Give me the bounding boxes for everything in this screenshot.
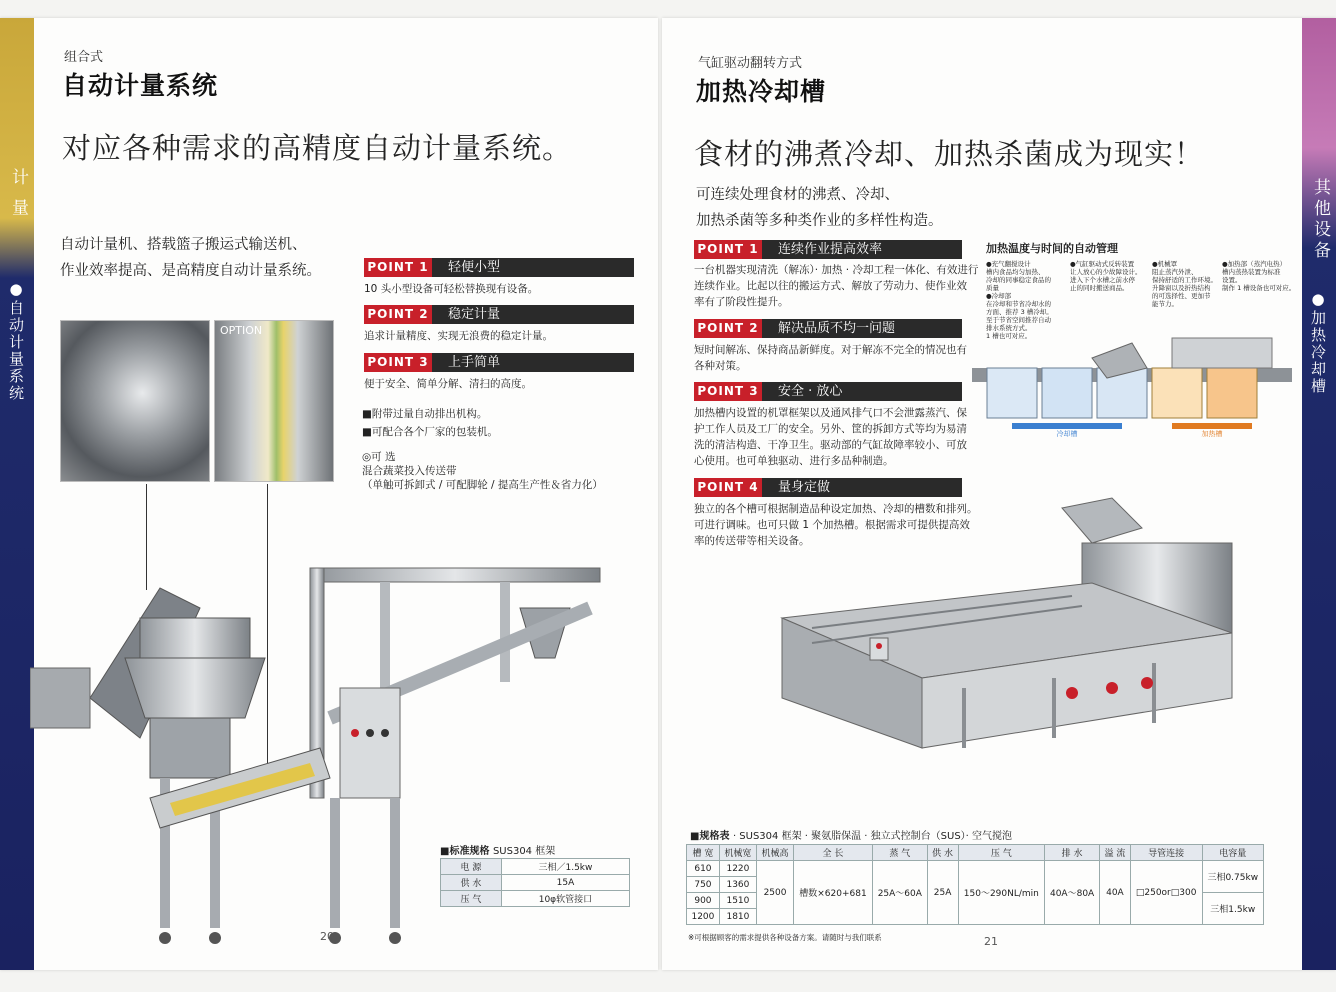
desc-line: 心使用。也可单独驱动、进行多品种制造。 <box>694 455 894 467</box>
point-1-desc <box>694 262 978 310</box>
column-header: 机械高 <box>756 845 793 861</box>
spec-value: 15A <box>501 875 629 891</box>
table-cell: 150〜290NL/min <box>958 861 1045 925</box>
diagram-title: 加热温度与时间的自动管理 <box>986 242 1118 255</box>
feature-list <box>362 406 498 440</box>
table-cell: 1510 <box>719 893 756 909</box>
column-header: 供 水 <box>927 845 958 861</box>
cool-label: 冷却槽 <box>1056 430 1078 438</box>
lead-line: 可连续处理食材的沸煮、冷却、 <box>696 187 899 203</box>
point-badge: POINT 1 <box>694 240 762 259</box>
point-2-header <box>694 319 962 338</box>
table-cell: 三相1.5kw <box>1202 893 1264 925</box>
left-page <box>0 18 658 970</box>
table-header-row <box>687 845 1264 861</box>
point-badge: POINT 4 <box>694 478 762 497</box>
spec-heading <box>440 842 555 857</box>
spec-title: ■规格表 <box>690 831 730 842</box>
point-2-header <box>364 305 634 324</box>
desc-line: 连续作业。比起以往的搬运方式、解放了劳动力、使作业效 <box>694 280 967 292</box>
point-3-header <box>364 353 634 372</box>
spec-footnote: ※可根据顾客的需求提供各种设备方案。请随时与我们联系 <box>688 933 882 942</box>
page-subtitle: 气缸驱动翻转方式 <box>698 56 803 71</box>
page-title: 加热冷却槽 <box>696 77 827 106</box>
tab-category: 其他设备 <box>1310 178 1330 262</box>
point-title: 上手简单 <box>448 355 501 370</box>
section-tab-right <box>1302 18 1336 970</box>
spec-value: 三相／1.5kw <box>501 859 629 875</box>
diagram-note-hood: ●机械罩 阻止蒸汽外泄、 保持舒适的工作环境。 升降窗以及折热结构 的可选择性、更加节 能节力。 <box>1152 260 1217 308</box>
spec-title: ■标准规格 <box>440 846 490 857</box>
point-title: 稳定计量 <box>448 307 501 322</box>
desc-line: 可进行调味。也可只做 1 个加热槽。根据需求可提供提高效 <box>694 519 970 531</box>
optional-item: 混合蔬菜投入传送带 <box>362 465 457 477</box>
point-2-desc <box>694 342 967 374</box>
page-subtitle: 组合式 <box>64 50 104 65</box>
diagram-note-heating: ●加热部（蒸汽电热） 槽内蒸热装置为标准 设置。 制作 1 槽设备也可对应。 <box>1222 260 1296 292</box>
point-title: 量身定做 <box>778 480 831 495</box>
diagram-note-aeration: ●充气翻搅设计 槽内食品均匀加热、 冷却的同事稳定食品的 质量 ●冷却部 在冷却和节省冷却水的 方面、推荐 3 槽冷却。 至于节省空间推荐自动 排水系统方式。 1 槽也可对应。 <box>986 260 1053 340</box>
point-1-desc: 10 头小型设备可轻松替换现有设备。 <box>364 283 539 295</box>
table-cell: 900 <box>687 893 720 909</box>
spec-key: 电 源 <box>441 859 502 875</box>
table-cell: 1220 <box>719 861 756 877</box>
table-cell: 槽数×620+681 <box>794 861 873 925</box>
optional-detail: （单触可拆卸式 / 可配脚轮 / 提高生产性＆省力化） <box>362 479 603 491</box>
page-number: 21 <box>984 935 998 948</box>
page-number: 20 <box>320 930 334 943</box>
point-badge: POINT 3 <box>364 353 432 372</box>
column-header: 导管连接 <box>1130 845 1202 861</box>
feature-item: ■可配合各个厂家的包装机。 <box>362 426 498 438</box>
table-cell: 2500 <box>756 861 793 925</box>
diagram-note-cylinder: ●气缸驱动式反转装置 让人放心的少故障设计。 进入下个水槽之前水停 止的同时搬送商品。 <box>1070 260 1142 292</box>
point-badge: POINT 3 <box>694 382 762 401</box>
spec-subtitle: SUS304 框架 <box>492 846 556 857</box>
feature-item: ■附带过量自动排出机构。 <box>362 408 488 420</box>
table-row <box>441 875 630 891</box>
tank-diagram <box>972 308 1302 448</box>
weigher-closeup-photo <box>60 320 210 482</box>
optional-block <box>362 450 603 492</box>
table-cell: 25A〜60A <box>872 861 927 925</box>
option-label: OPTION <box>220 324 263 337</box>
point-badge: POINT 2 <box>364 305 432 324</box>
spec-key: 压 气 <box>441 891 502 907</box>
desc-line: 率的传送带等相关设备。 <box>694 535 810 547</box>
point-1-header <box>694 240 962 259</box>
point-badge: POINT 2 <box>694 319 762 338</box>
heat-label: 加热槽 <box>1201 430 1223 438</box>
spec-heading <box>690 827 1012 842</box>
table-cell: 40A〜80A <box>1045 861 1100 925</box>
desc-line: 短时间解冻、保持商品新鲜度。对于解冻不完全的情况也有 <box>694 344 967 356</box>
desc-line: 加热槽内设置的机罩框架以及通风排气口不会泄露蒸汽、保 <box>694 407 967 419</box>
column-header: 蒸 气 <box>872 845 927 861</box>
spec-key: 供 水 <box>441 875 502 891</box>
column-header: 排 水 <box>1045 845 1100 861</box>
section-tab-left <box>0 18 34 970</box>
desc-line: 率有了阶段性提升。 <box>694 296 789 308</box>
heating-cooling-tank-illustration <box>752 488 1302 788</box>
table-cell: 610 <box>687 861 720 877</box>
point-badge: POINT 1 <box>364 258 432 277</box>
point-2-desc: 追求计量精度、实现无浪费的稳定计量。 <box>364 330 553 342</box>
conveyor-option-photo <box>214 320 334 482</box>
point-title: 连续作业提高效率 <box>778 242 883 257</box>
headline: 对应各种需求的高精度自动计量系统。 <box>62 131 573 165</box>
column-header: 压 气 <box>958 845 1045 861</box>
table-cell: 三相0.75kw <box>1202 861 1264 893</box>
tab-section: ●自动计量系统 <box>7 280 25 402</box>
page-title: 自动计量系统 <box>62 71 219 100</box>
heat-bar <box>1172 423 1252 429</box>
lead-text <box>60 232 321 284</box>
cool-bar <box>1012 423 1122 429</box>
table-cell: 1360 <box>719 877 756 893</box>
right-spec-table <box>686 844 1264 925</box>
left-spec-table <box>440 858 630 907</box>
table-cell: 25A <box>927 861 958 925</box>
optional-label: ◎可 选 <box>362 451 396 463</box>
lead-line: 作业效率提高、是高精度自动计量系统。 <box>60 263 321 279</box>
spec-subtitle: · SUS304 框架 · 聚氨脂保温 · 独立式控制台（SUS）· 空气搅泡 <box>732 831 1013 842</box>
table-row <box>441 891 630 907</box>
point-title: 安全 · 放心 <box>778 384 843 399</box>
column-header: 电容量 <box>1202 845 1264 861</box>
point-3-header <box>694 382 962 401</box>
tab-section: ●加热冷却槽 <box>1309 290 1327 395</box>
lead-line: 加热杀菌等多种类作业的多样性构造。 <box>696 213 943 229</box>
table-cell: 750 <box>687 877 720 893</box>
point-3-desc: 便于安全、简单分解、清扫的高度。 <box>364 378 532 390</box>
desc-line: 独立的各个槽可根据制造品种设定加热、冷却的槽数和排列。 <box>694 503 978 515</box>
column-header: 溢 流 <box>1100 845 1131 861</box>
point-1-header <box>364 258 634 277</box>
lead-line: 自动计量机、搭载篮子搬运式输送机、 <box>60 237 307 253</box>
tab-category: 计 量 <box>8 168 28 220</box>
table-row <box>687 861 1264 877</box>
column-header: 槽 宽 <box>687 845 720 861</box>
headline: 食材的沸煮冷却、加热杀菌成为现实！ <box>694 137 1205 171</box>
desc-line: 洗的清洁构造、干净卫生。驱动部的气缸故障率较小、可放 <box>694 439 967 451</box>
table-cell: □250or□300 <box>1130 861 1202 925</box>
right-page <box>662 18 1336 970</box>
point-3-desc <box>694 405 967 469</box>
desc-line: 护工作人员及工厂的安全。另外、筐的拆卸方式等均为易清 <box>694 423 967 435</box>
point-title: 解决品质不均一问题 <box>778 321 896 336</box>
desc-line: 一台机器实现清洗（解冻）· 加热 · 冷却工程一体化、有效进行 <box>694 264 979 276</box>
point-title: 轻便小型 <box>448 260 501 275</box>
table-cell: 40A <box>1100 861 1131 925</box>
table-cell: 1200 <box>687 909 720 925</box>
table-row <box>441 859 630 875</box>
desc-line: 各种对策。 <box>694 360 747 372</box>
spec-value: 10φ软管接口 <box>501 891 629 907</box>
column-header: 机械宽 <box>719 845 756 861</box>
table-cell: 1810 <box>719 909 756 925</box>
column-header: 全 长 <box>794 845 873 861</box>
lead-text <box>696 182 943 234</box>
